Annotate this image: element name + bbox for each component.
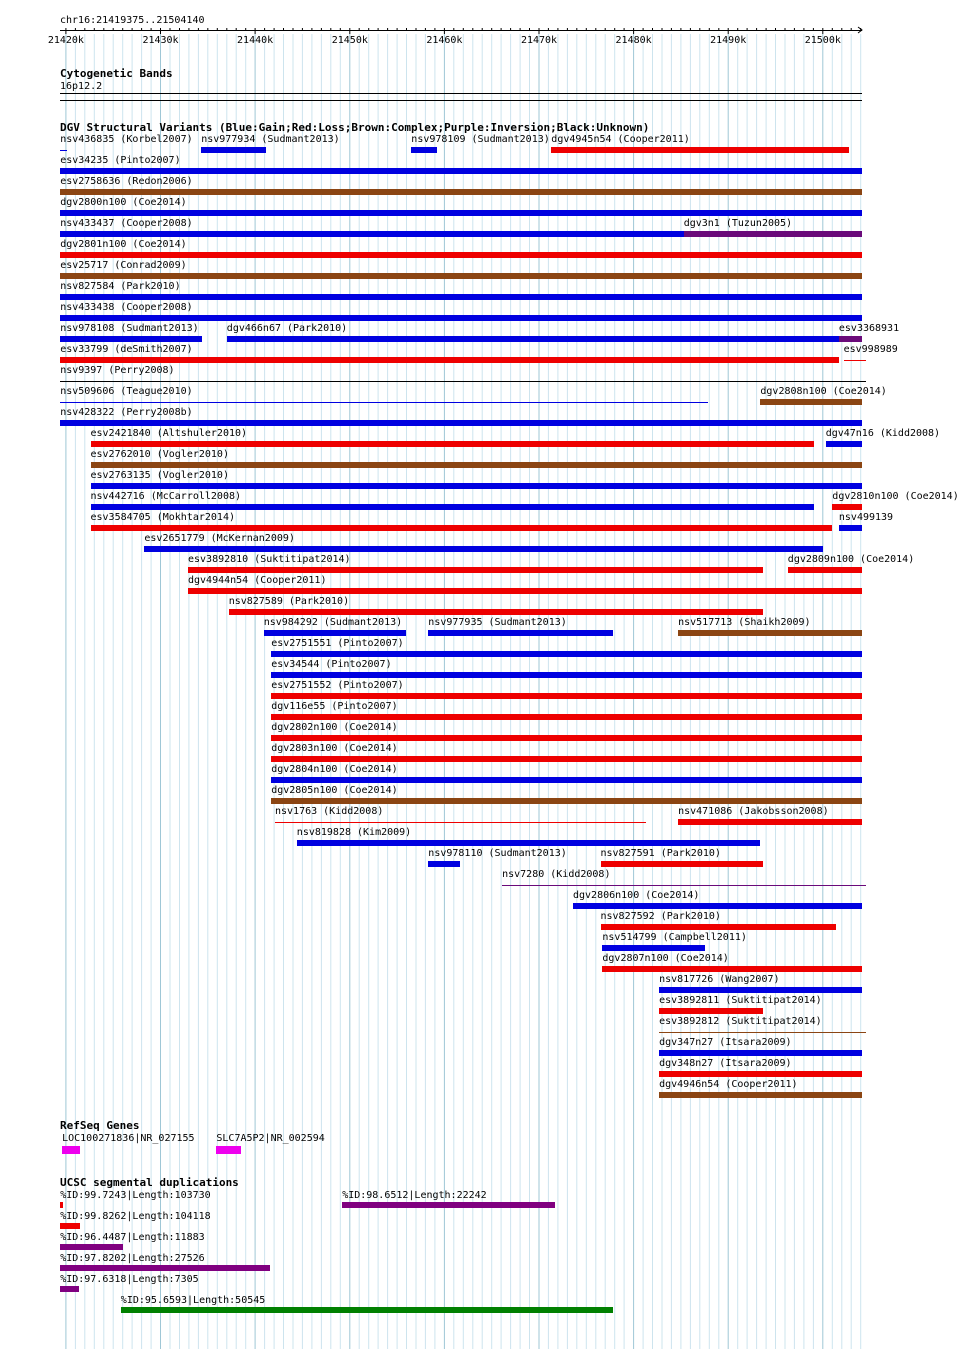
sv-label: dgv4945n54 (Cooper2011) — [551, 134, 690, 145]
sv-feature-bar[interactable] — [188, 588, 862, 594]
sv-feature-bar[interactable] — [271, 756, 862, 762]
sv-label: nsv1763 (Kidd2008) — [275, 806, 384, 817]
sv-label: nsv433438 (Cooper2008) — [60, 302, 193, 313]
cytobands-title: Cytogenetic Bands — [60, 67, 173, 80]
sv-label: esv3892810 (Suktitipat2014) — [188, 554, 351, 565]
sv-feature-bar[interactable] — [573, 903, 862, 909]
sv-feature-bar[interactable] — [826, 441, 862, 447]
sv-feature-bar[interactable] — [60, 252, 862, 258]
gene-label: SLC7A5P2|NR_002594 — [216, 1133, 325, 1144]
cytoband-label: 16p12.2 — [60, 81, 103, 92]
segdup-bar[interactable] — [121, 1307, 613, 1313]
segdup-bar[interactable] — [60, 1286, 79, 1292]
region-label: chr16:21419375..21504140 — [60, 15, 205, 26]
sv-feature-bar[interactable] — [271, 735, 862, 741]
sv-feature-bar[interactable] — [601, 861, 764, 867]
sv-feature-bar[interactable] — [60, 231, 684, 237]
sv-feature-bar[interactable] — [839, 525, 862, 531]
sv-label: nsv978109 (Sudmant2013) — [411, 134, 550, 145]
gene-bar[interactable] — [216, 1146, 241, 1154]
sv-feature-bar[interactable] — [60, 357, 839, 363]
sv-label: nsv978108 (Sudmant2013) — [60, 323, 199, 334]
sv-label: nsv817726 (Wang2007) — [659, 974, 780, 985]
dgv-track-title: DGV Structural Variants (Blue:Gain;Red:Loss;Brown:Complex;Purple:Inversion;Black:Unknown) — [60, 121, 650, 134]
sv-label: esv2421840 (Altshuler2010) — [90, 428, 248, 439]
refseq-title: RefSeq Genes — [60, 1119, 140, 1132]
sv-feature-bar[interactable] — [502, 885, 866, 886]
sv-feature-bar[interactable] — [91, 525, 833, 531]
sv-feature-bar[interactable] — [60, 381, 866, 382]
segdup-bar[interactable] — [60, 1223, 80, 1229]
sv-feature-bar[interactable] — [229, 609, 764, 615]
sv-feature-bar[interactable] — [271, 798, 862, 804]
sv-label: dgv348n27 (Itsara2009) — [659, 1058, 792, 1069]
gene-label: LOC100271836|NR_027155 — [62, 1133, 195, 1144]
sv-feature-bar[interactable] — [275, 822, 646, 823]
sv-label: dgv2807n100 (Coe2014) — [602, 953, 729, 964]
sv-label: esv2651779 (McKernan2009) — [144, 533, 295, 544]
sv-label: esv25717 (Conrad2009) — [60, 260, 187, 271]
segdup-label: %ID:99.8262|Length:104118 — [60, 1211, 211, 1222]
sv-feature-bar[interactable] — [601, 924, 837, 930]
sv-label: nsv471086 (Jakobsson2008) — [678, 806, 829, 817]
segdup-title: UCSC segmental duplications — [60, 1176, 239, 1189]
sv-label: esv34235 (Pinto2007) — [60, 155, 181, 166]
ruler-tick-label: 21460k — [426, 35, 463, 46]
sv-label: nsv827584 (Park2010) — [60, 281, 181, 292]
sv-label: dgv2803n100 (Coe2014) — [271, 743, 398, 754]
sv-feature-bar[interactable] — [60, 210, 862, 216]
sv-feature-bar[interactable] — [684, 231, 862, 237]
sv-label: esv998989 — [843, 344, 898, 355]
sv-label: nsv428322 (Perry2008b) — [60, 407, 193, 418]
sv-label: nsv433437 (Cooper2008) — [60, 218, 193, 229]
sv-label: nsv827592 (Park2010) — [600, 911, 721, 922]
sv-label: dgv3n1 (Tuzun2005) — [683, 218, 793, 229]
ruler-tick-label: 21500k — [804, 35, 841, 46]
sv-label: nsv977934 (Sudmant2013) — [201, 134, 340, 145]
segdup-label: %ID:98.6512|Length:22242 — [342, 1190, 487, 1201]
sv-feature-bar[interactable] — [271, 777, 862, 783]
ruler-tick-label: 21420k — [47, 35, 84, 46]
sv-feature-bar[interactable] — [678, 819, 862, 825]
sv-label: dgv47n16 (Kidd2008) — [825, 428, 941, 439]
sv-feature-bar[interactable] — [659, 1050, 862, 1056]
sv-label: dgv2801n100 (Coe2014) — [60, 239, 187, 250]
sv-label: nsv442716 (McCarroll2008) — [90, 491, 242, 502]
sv-feature-bar[interactable] — [659, 1032, 866, 1033]
sv-feature-bar[interactable] — [659, 1092, 862, 1098]
sv-feature-bar[interactable] — [428, 630, 613, 636]
sv-feature-bar[interactable] — [271, 672, 862, 678]
sv-feature-bar[interactable] — [91, 462, 863, 468]
sv-feature-bar[interactable] — [60, 420, 862, 426]
sv-feature-bar[interactable] — [602, 945, 704, 951]
sv-feature-bar[interactable] — [271, 714, 862, 720]
sv-feature-bar[interactable] — [411, 147, 437, 153]
sv-label: dgv347n27 (Itsara2009) — [659, 1037, 792, 1048]
sv-label: nsv984292 (Sudmant2013) — [263, 617, 403, 628]
ruler-tick-label: 21430k — [142, 35, 179, 46]
segdup-label: %ID:96.4487|Length:11883 — [60, 1232, 205, 1243]
sv-label: dgv2804n100 (Coe2014) — [271, 764, 398, 775]
sv-label: nsv514799 (Campbell2011) — [602, 932, 747, 943]
sv-label: nsv827591 (Park2010) — [600, 848, 721, 859]
sv-feature-bar[interactable] — [659, 1008, 763, 1014]
sv-feature-bar[interactable] — [188, 567, 763, 573]
sv-feature-bar[interactable] — [60, 336, 202, 342]
segdup-label: %ID:95.6593|Length:50545 — [120, 1295, 266, 1306]
sv-feature-bar[interactable] — [60, 273, 862, 279]
sv-label: nsv499139 — [838, 512, 894, 523]
sv-feature-bar[interactable] — [271, 693, 862, 699]
sv-label: esv3584705 (Mokhtar2014) — [90, 512, 235, 523]
sv-feature-bar[interactable] — [91, 504, 815, 510]
sv-feature-bar[interactable] — [60, 294, 862, 300]
ruler-axis — [60, 30, 862, 31]
segdup-bar[interactable] — [60, 1244, 122, 1250]
sv-feature-bar[interactable] — [60, 315, 862, 321]
sv-label: esv3892812 (Suktitipat2014) — [659, 1016, 822, 1027]
sv-label: esv2751552 (Pinto2007) — [271, 680, 404, 691]
gene-bar[interactable] — [62, 1146, 80, 1154]
cytoband-bottom-line — [60, 100, 862, 101]
ruler-tick-label: 21480k — [615, 35, 652, 46]
sv-label: dgv2808n100 (Coe2014) — [760, 386, 887, 397]
sv-label: dgv4944n54 (Cooper2011) — [188, 575, 327, 586]
cytoband-top-line — [60, 93, 862, 94]
sv-feature-bar[interactable] — [839, 336, 862, 342]
ruler-tick-label: 21450k — [331, 35, 368, 46]
segdup-bar[interactable] — [60, 1202, 63, 1208]
segdup-label: %ID:99.7243|Length:103730 — [60, 1190, 211, 1201]
sv-feature-bar[interactable] — [264, 630, 406, 636]
sv-label: esv2762010 (Vogler2010) — [90, 449, 229, 460]
sv-feature-bar[interactable] — [60, 168, 862, 174]
sv-feature-bar[interactable] — [659, 987, 862, 993]
sv-feature-bar[interactable] — [271, 651, 862, 657]
sv-label: dgv4946n54 (Cooper2011) — [659, 1079, 798, 1090]
segdup-label: %ID:97.8202|Length:27526 — [60, 1253, 205, 1264]
sv-label: dgv116e55 (Pinto2007) — [271, 701, 398, 712]
sv-feature-bar[interactable] — [201, 147, 266, 153]
sv-label: esv3368931 — [838, 323, 900, 334]
sv-feature-bar[interactable] — [832, 504, 862, 510]
sv-feature-bar[interactable] — [844, 360, 866, 361]
ruler-tick-label: 21490k — [710, 35, 747, 46]
sv-label: nsv7280 (Kidd2008) — [502, 869, 611, 880]
sv-feature-bar[interactable] — [760, 399, 862, 405]
sv-feature-bar[interactable] — [60, 150, 67, 151]
ruler-tick-label: 21440k — [237, 35, 274, 46]
sv-feature-bar[interactable] — [227, 336, 839, 342]
sv-feature-bar[interactable] — [678, 630, 862, 636]
sv-feature-bar[interactable] — [91, 441, 815, 447]
sv-feature-bar[interactable] — [60, 402, 707, 403]
sv-label: nsv509606 (Teague2010) — [60, 386, 193, 397]
sv-feature-bar[interactable] — [788, 567, 862, 573]
sv-feature-bar[interactable] — [91, 483, 863, 489]
sv-label: nsv977935 (Sudmant2013) — [428, 617, 567, 628]
sv-label: dgv2800n100 (Coe2014) — [60, 197, 187, 208]
sv-feature-bar[interactable] — [428, 861, 460, 867]
sv-feature-bar[interactable] — [297, 840, 761, 846]
ruler-tick-label: 21470k — [520, 35, 558, 46]
segdup-bar[interactable] — [342, 1202, 555, 1208]
sv-label: esv2751551 (Pinto2007) — [271, 638, 404, 649]
sv-label: dgv2805n100 (Coe2014) — [271, 785, 398, 796]
sv-label: esv34544 (Pinto2007) — [271, 659, 392, 670]
sv-label: dgv2806n100 (Coe2014) — [573, 890, 700, 901]
segdup-label: %ID:97.6318|Length:7305 — [60, 1274, 199, 1285]
sv-feature-bar[interactable] — [659, 1071, 862, 1077]
sv-label: dgv2810n100 (Coe2014) — [832, 491, 959, 502]
sv-label: nsv436835 (Korbel2007) — [60, 134, 193, 145]
sv-label: nsv827589 (Park2010) — [228, 596, 350, 607]
sv-label: nsv517713 (Shaikh2009) — [678, 617, 811, 628]
sv-label: esv3892811 (Suktitipat2014) — [659, 995, 822, 1006]
segdup-bar[interactable] — [60, 1265, 270, 1271]
sv-label: esv2758636 (Redon2006) — [60, 176, 193, 187]
sv-label: dgv2809n100 (Coe2014) — [787, 554, 915, 565]
sv-feature-bar[interactable] — [144, 546, 822, 552]
sv-feature-bar[interactable] — [60, 189, 862, 195]
sv-label: esv2763135 (Vogler2010) — [90, 470, 229, 481]
sv-label: esv33799 (deSmith2007) — [60, 344, 193, 355]
sv-label: nsv9397 (Perry2008) — [60, 365, 175, 376]
sv-feature-bar[interactable] — [602, 966, 862, 972]
sv-label: nsv978110 (Sudmant2013) — [428, 848, 567, 859]
sv-label: dgv2802n100 (Coe2014) — [271, 722, 398, 733]
sv-feature-bar[interactable] — [551, 147, 849, 153]
sv-label: dgv466n67 (Park2010) — [226, 323, 348, 334]
sv-label: nsv819828 (Kim2009) — [296, 827, 412, 838]
